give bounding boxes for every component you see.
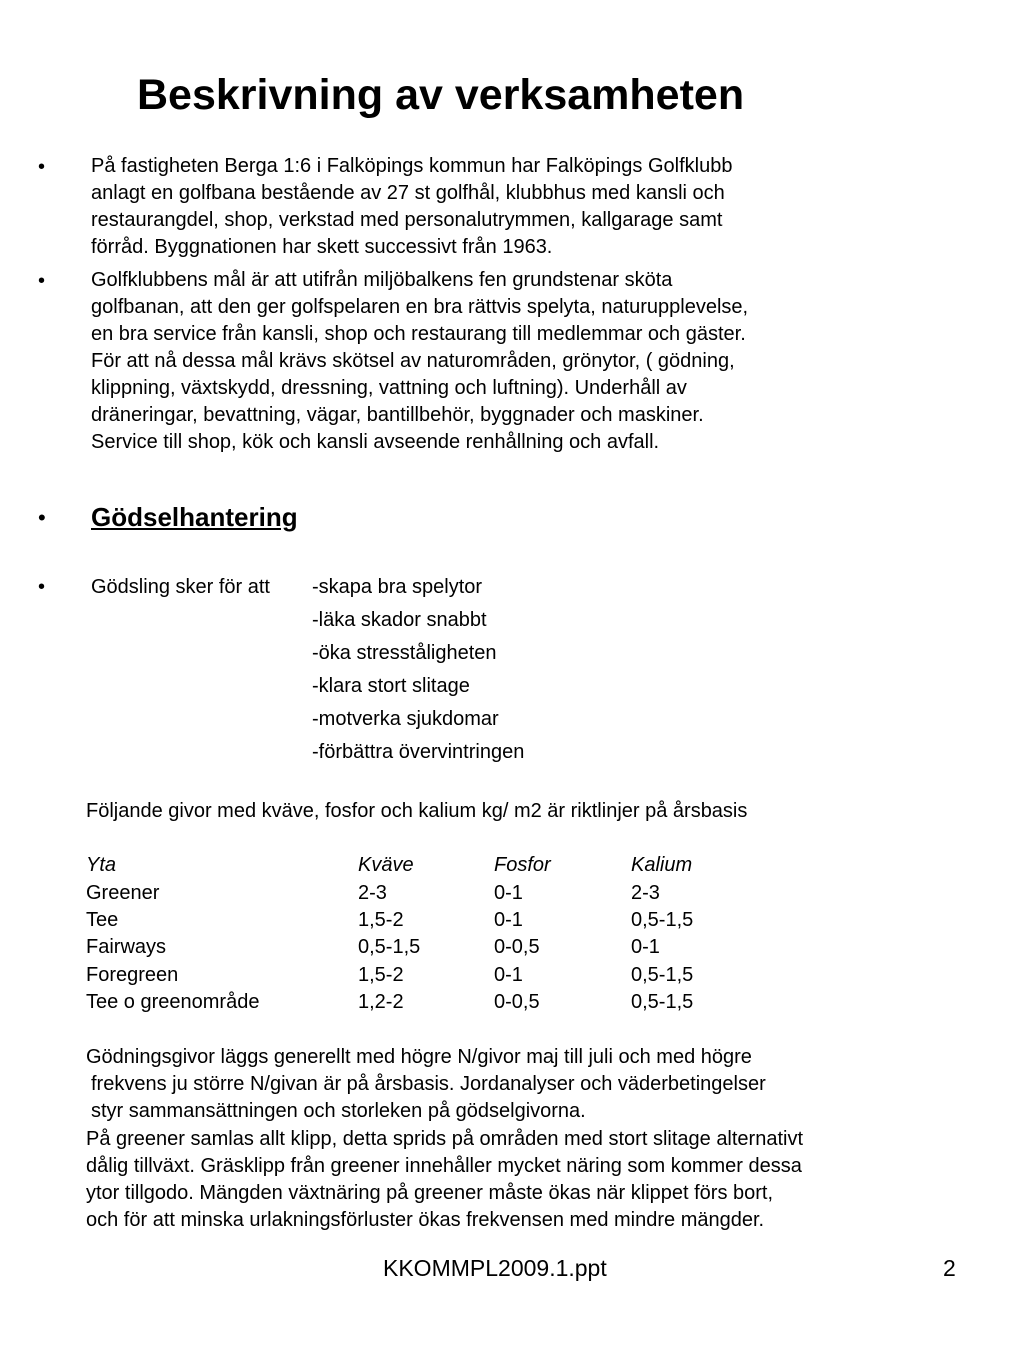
column-header: Kväve [358,854,414,877]
list-item: -läka skador snabbt [312,609,487,631]
table-row [86,989,751,1016]
closing-line: Gödningsgivor läggs generellt med högre N/givor maj till juli och med högre [86,1046,752,1068]
table-cell: 0-0,5 [494,991,540,1014]
table-cell: 0,5-1,5 [631,963,694,986]
closing-line: styr sammansättningen och storleken på gödselgivorna. [91,1100,586,1123]
table-cell: 0,5-1,5 [358,936,421,959]
paragraph-line: en bra service från kansli, shop och restaurang till medlemmar och gäster. [91,323,746,345]
column-header: Yta [86,854,117,877]
section-heading: Gödselhantering [91,502,298,532]
table-cell: 1,5-2 [358,908,404,931]
column-header: Kalium [631,854,693,877]
paragraph-line: Service till shop, kök och kansli avseende renhållning och avfall. [91,431,660,453]
table-cell: 1,2-2 [358,991,404,1014]
page-number: 2 [943,1255,956,1281]
bullet-3: • [38,505,46,530]
closing-text [86,1044,803,1234]
paragraph-line: klippning, växtskydd, dressning, vattning och luftning). Underhåll av [91,377,687,399]
purpose-list [312,575,524,773]
table-row [86,879,751,906]
closing-line: ytor tillgodo. Mängden växtnäring på greener måste ökas när klippet förs bort, [86,1182,774,1205]
paragraph-line: restaurangdel, shop, verkstad med personalutrymmen, kallgarage samt [91,209,723,231]
table-row [86,907,751,934]
table-cell: Tee [86,908,119,931]
paragraph-property [91,153,871,261]
paragraph-line: För att nå dessa mål krävs skötsel av naturområden, grönytor, ( gödning, [91,350,735,372]
table-cell: 2-3 [358,881,387,904]
footer-filename: KKOMMPL2009.1.ppt [383,1255,607,1281]
list-item: -motverka sjukdomar [312,708,499,730]
page-title: Beskrivning av verksamheten [137,71,745,119]
table-cell: Fairways [86,936,167,959]
list-item: -klara stort slitage [312,675,470,697]
fertilizer-table [86,852,751,1016]
table-cell: 0-1 [494,881,523,904]
table-cell: Greener [86,881,160,904]
table-row [86,962,751,989]
table-cell: Tee o greenområde [86,991,260,1014]
list-item: -skapa bra spelytor [312,576,483,598]
closing-line: På greener samlas allt klipp, detta sprids på områden med stort slitage alternativt [86,1127,804,1150]
table-cell: 0,5-1,5 [631,908,694,931]
closing-line: frekvens ju större N/givan är på årsbasis. Jordanalyser och väderbetingelser [91,1073,766,1096]
table-row [86,934,751,961]
column-header: Fosfor [494,854,551,877]
table-header-row [86,852,751,879]
closing-line: dålig tillväxt. Gräsklipp från greener innehåller mycket näring som kommer dessa [86,1154,802,1177]
paragraph-line: dräneringar, bevattning, vägar, bantillbehör, byggnader och maskiner. [91,404,704,426]
list-item: -öka stresståligheten [312,642,497,664]
table-intro: Följande givor med kväve, fosfor och kalium kg/ m2 är riktlinjer på årsbasis [86,800,748,822]
table-cell: 0-1 [494,963,523,986]
paragraph-line: anlagt en golfbana bestående av 27 st golfhål, klubbhus med kansli och [91,182,725,204]
table-cell: 0,5-1,5 [631,991,694,1014]
closing-line: och för att minska urlakningsförluster ökas frekvensen med mindre mängder. [86,1209,765,1232]
table-cell: 0-0,5 [494,936,540,959]
table-cell: 2-3 [631,881,660,904]
table-cell: 1,5-2 [358,963,404,986]
bullet-1: • [38,156,46,178]
bullet-4: • [38,576,46,598]
paragraph-line: förråd. Byggnationen har skett successivt från 1963. [91,236,553,258]
paragraph-line: På fastigheten Berga 1:6 i Falköpings kommun har Falköpings Golfklubb [91,155,733,177]
table-cell: 0-1 [631,936,660,959]
bullet-2: • [38,270,46,292]
table-cell: Foregreen [86,963,179,986]
purpose-lead: Gödsling sker för att [91,576,270,598]
list-item: -förbättra övervintringen [312,741,525,763]
table-cell: 0-1 [494,908,523,931]
paragraph-line: Golfklubbens mål är att utifrån miljöbalkens fen grundstenar sköta [91,269,673,291]
paragraph-line: golfbanan, att den ger golfspelaren en bra rättvis spelyta, naturupplevelse, [91,296,749,318]
paragraph-goals [91,267,871,456]
